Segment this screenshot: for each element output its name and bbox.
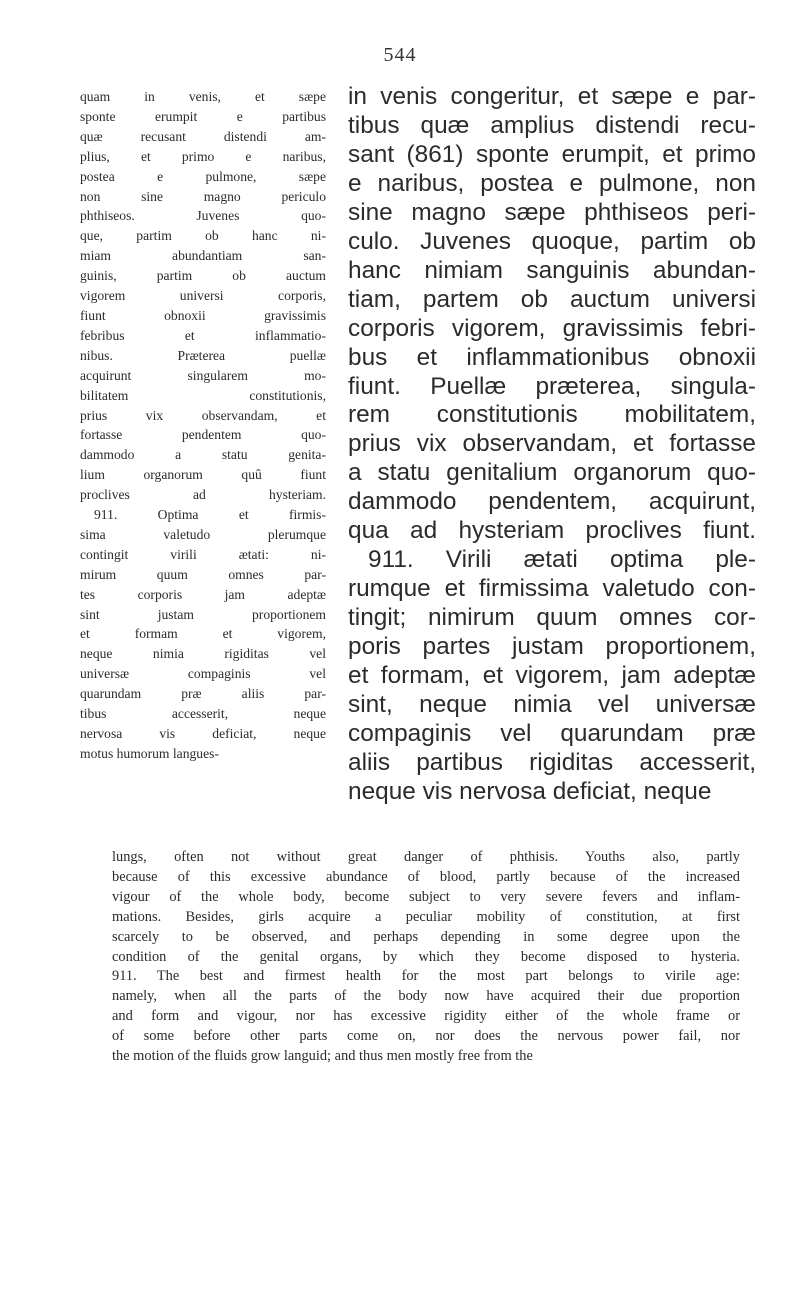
- text-line: hanc nimiam sanguinis abundan-: [348, 256, 756, 284]
- text-line: tiam, partem ob auctum universi: [348, 285, 756, 313]
- text-line: contingit virili ætati: ni-: [80, 546, 326, 562]
- text-line: non sine magno periculo: [80, 188, 326, 204]
- text-line: quarundam præ aliis par-: [80, 686, 326, 702]
- text-line: et formam, et vigorem, jam adeptæ: [348, 662, 756, 690]
- text-line: sponte erumpit e partibus: [80, 108, 326, 124]
- text-line: nervosa vis deficiat, neque: [80, 726, 326, 741]
- text-line: rem constitutionis mobilitatem,: [348, 401, 756, 429]
- text-line: 911. Optima et firmis-: [94, 507, 326, 523]
- text-line: sima valetudo plerumque: [80, 526, 326, 542]
- text-line: sint, neque nimia vel universæ: [348, 691, 756, 719]
- text-line: bilitatem constitutionis,: [80, 387, 326, 403]
- text-line: because of this excessive abundance of blood, partly because of the increased: [112, 868, 740, 885]
- text-line: et formam et vigorem,: [80, 626, 326, 642]
- text-line: postea e pulmone, sæpe: [80, 168, 326, 184]
- text-line: bus et inflammationibus obnoxii: [348, 343, 756, 371]
- text-line: fiunt. Puellæ præterea, singula-: [348, 372, 756, 400]
- left-column-latin-notes: [80, 87, 326, 764]
- text-line: mirum quum omnes par-: [80, 566, 326, 582]
- text-line: prius vix observandam, et fortasse: [348, 430, 756, 458]
- text-line: motus humorum langues-: [80, 745, 219, 761]
- text-line: qua ad hysteriam proclives fiunt.: [348, 517, 756, 545]
- text-line: scarcely to be observed, and perhaps depending in some degree upon the: [112, 928, 740, 945]
- text-line: mations. Besides, girls acquire a peculiar mobility of constitution, at first: [112, 908, 740, 925]
- text-line: vigour of the whole body, become subject to very severe fevers and inflam-: [112, 888, 740, 905]
- text-line: poris partes justam proportionem,: [348, 633, 756, 661]
- text-line: neque nimia rigiditas vel: [80, 646, 326, 662]
- text-line: tibus quæ amplius distendi recu-: [348, 111, 756, 139]
- text-line: que, partim ob hanc ni-: [80, 228, 326, 244]
- text-line: vigorem universi corporis,: [80, 288, 326, 304]
- text-line: culo. Juvenes quoque, partim ob: [348, 227, 756, 255]
- text-line: sint justam proportionem: [80, 606, 326, 622]
- text-line: guinis, partim ob auctum: [80, 268, 326, 284]
- text-line: the motion of the fluids grow languid; and thus men mostly free from the: [112, 1048, 533, 1065]
- text-line: rumque et firmissima valetudo con-: [348, 575, 756, 603]
- right-column-latin-text: [348, 83, 756, 807]
- text-line: namely, when all the parts of the body now have acquired their due proportion: [112, 988, 740, 1005]
- text-line: sant (861) sponte erumpit, et primo: [348, 140, 756, 168]
- text-line: neque vis nervosa deficiat, neque: [348, 777, 712, 805]
- text-line: dammodo pendentem, acquirunt,: [348, 488, 756, 516]
- text-line: lungs, often not without great danger of phthisis. Youths also, partly: [112, 849, 740, 865]
- text-line: febribus et inflammatio-: [80, 327, 326, 343]
- text-line: prius vix observandam, et: [80, 407, 326, 423]
- text-line: aliis partibus rigiditas accesserit,: [348, 748, 756, 776]
- page-number: 544: [383, 44, 417, 66]
- text-line: tingit; nimirum quum omnes cor-: [348, 604, 756, 632]
- text-line: 911. The best and firmest health for the most part belongs to virile age:: [112, 968, 740, 985]
- text-line: of some before other parts come on, nor does the nervous power fail, nor: [112, 1028, 740, 1045]
- text-line: quam in venis, et sæpe: [80, 89, 326, 104]
- text-line: universæ compaginis vel: [80, 666, 326, 682]
- text-line: e naribus, postea e pulmone, non: [348, 169, 756, 197]
- text-line: lium organorum quû fiunt: [80, 467, 326, 483]
- text-line: quæ recusant distendi am-: [80, 128, 326, 144]
- text-line: dammodo a statu genita-: [80, 447, 326, 463]
- text-line: fortasse pendentem quo-: [80, 427, 326, 443]
- text-line: plius, et primo e naribus,: [80, 148, 326, 164]
- text-line: condition of the genital organs, by which they become disposed to hysteria.: [112, 948, 740, 965]
- text-line: acquirunt singularem mo-: [80, 367, 326, 383]
- text-line: compaginis vel quarundam præ: [348, 719, 756, 747]
- english-translation: [112, 848, 740, 1067]
- text-line: corporis vigorem, gravissimis febri-: [348, 314, 756, 342]
- text-line: a statu genitalium organorum quo-: [348, 459, 756, 487]
- text-line: in venis congeritur, et sæpe e par-: [348, 83, 756, 110]
- text-line: fiunt obnoxii gravissimis: [80, 307, 326, 323]
- text-line: tes corporis jam adeptæ: [80, 586, 326, 602]
- text-line: nibus. Præterea puellæ: [80, 347, 326, 363]
- text-line: miam abundantiam san-: [80, 248, 326, 264]
- text-line: tibus accesserit, neque: [80, 706, 326, 722]
- text-line: and form and vigour, nor has excessive rigidity either of the whole frame or: [112, 1008, 740, 1025]
- text-line: sine magno sæpe phthiseos peri-: [348, 198, 756, 226]
- text-line: phthiseos. Juvenes quo-: [80, 208, 326, 224]
- text-line: proclives ad hysteriam.: [80, 487, 326, 503]
- text-line: 911. Virili ætati optima ple-: [368, 546, 756, 574]
